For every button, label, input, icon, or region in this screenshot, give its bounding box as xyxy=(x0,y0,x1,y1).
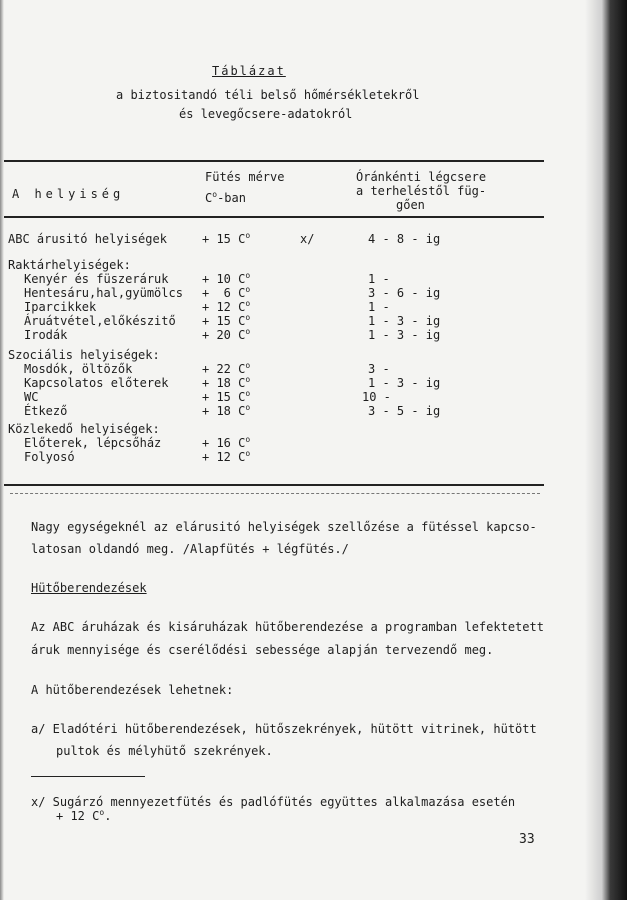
header-heating-line-2: $C^o$-ban xyxy=(205,190,246,205)
row-room: Áruátvétel,előkészitő xyxy=(24,314,176,328)
row-room: Kapcsolatos előterek xyxy=(24,376,169,390)
row-room: Étkező xyxy=(24,404,68,418)
row-temperature: + 15 $C^o$ xyxy=(202,231,251,246)
document-title: Táblázat xyxy=(212,64,286,78)
header-rule xyxy=(4,216,544,218)
row-temperature: + 22 $C^o$ xyxy=(202,361,251,376)
row-room: Iparcikkek xyxy=(24,300,97,314)
subtitle-line-2: és levegőcsere-adatokról xyxy=(179,107,353,121)
row-air-exchange: 1 - 3 - ig xyxy=(368,328,441,342)
para1-line-2: latosan oldandó meg. /Alapfütés + légfütés./ xyxy=(31,542,349,556)
row-air-exchange: 1 - xyxy=(368,272,390,286)
row-room: Irodák xyxy=(24,328,68,342)
table-bottom-rule xyxy=(4,484,544,486)
row-room: Hentesáru,hal,gyümölcs xyxy=(24,286,183,300)
row-room: Szociális helyiségek: xyxy=(8,348,160,362)
para2-line-2: áruk mennyisége és cserélődési sebessége alapján tervezendő meg. xyxy=(31,643,494,657)
row-room: Közlekedő helyiségek: xyxy=(8,422,160,436)
header-air-line-2: a terheléstől füg- xyxy=(356,184,487,198)
row-temperature: + 12 $C^o$ xyxy=(202,299,251,314)
table-top-rule xyxy=(4,160,544,162)
row-temperature: + 18 $C^o$ xyxy=(202,375,251,390)
row-temperature: + 20 $C^o$ xyxy=(202,327,251,342)
row-air-exchange: 10 - xyxy=(362,390,391,404)
row-room: Folyosó xyxy=(24,450,75,464)
heading-cooling: Hütőberendezések xyxy=(31,581,147,595)
row-room: ABC árusitó helyiségek xyxy=(8,232,167,246)
header-heating-line-1: Fütés mérve xyxy=(205,170,285,184)
row-room: Raktárhelyiségek: xyxy=(8,258,131,272)
para3-line: A hütőberendezések lehetnek: xyxy=(31,683,234,697)
row-temperature: + 16 $C^o$ xyxy=(202,435,251,450)
row-air-exchange: 1 - 3 - ig xyxy=(368,314,441,328)
row-air-exchange: 3 - 5 - ig xyxy=(368,404,441,418)
row-temperature: + 15 $C^o$ xyxy=(202,313,251,328)
page-left-shadow xyxy=(0,0,4,900)
row-air-exchange: 1 - 3 - ig xyxy=(368,376,441,390)
header-room: A helyiség xyxy=(12,187,125,201)
page-number: 33 xyxy=(519,832,535,847)
row-temperature: + 6 $C^o$ xyxy=(202,285,251,300)
row-temperature: + 12 $C^o$ xyxy=(202,449,251,464)
item-a-line-2: pultok és mélyhütő szekrények. xyxy=(56,744,273,758)
row-air-exchange: 3 - xyxy=(368,362,390,376)
row-air-exchange: 4 - 8 - ig xyxy=(368,232,441,246)
row-footnote-mark: x/ xyxy=(300,232,315,246)
row-temperature: + 10 $C^o$ xyxy=(202,271,251,286)
row-air-exchange: 3 - 6 - ig xyxy=(368,286,441,300)
footnote-rule xyxy=(31,776,145,777)
row-temperature: + 18 $C^o$ xyxy=(202,403,251,418)
item-a-line-1: a/ Eladótéri hütőberendezések, hütőszekrények, hütött vitrinek, hütött xyxy=(31,722,537,736)
row-room: Mosdók, öltözők xyxy=(24,362,133,376)
footnote-line-1: x/ Sugárzó mennyezetfütés és padlófütés együttes alkalmazása esetén xyxy=(31,795,516,809)
row-temperature: + 15 $C^o$ xyxy=(202,389,251,404)
row-room: Előterek, lépcsőház xyxy=(24,436,162,450)
page-binding-shadow xyxy=(585,0,627,900)
header-air-line-3: gően xyxy=(396,198,425,212)
row-air-exchange: 1 - xyxy=(368,300,390,314)
row-room: Kenyér és füszeráruk xyxy=(24,272,169,286)
footnote-line-2: + 12 $C^o$. xyxy=(56,808,112,823)
table-bottom-dashed-rule xyxy=(10,493,540,494)
subtitle-line-1: a biztositandó téli belső hőmérsékletekről xyxy=(116,88,420,102)
para1-line-1: Nagy egységeknél az elárusitó helyiségek szellőzése a fütéssel kapcso- xyxy=(31,520,537,534)
row-room: WC xyxy=(24,390,39,404)
para2-line-1: Az ABC áruházak és kisáruházak hütőberendezése a programban lefektetett xyxy=(31,620,544,634)
header-air-line-1: Óránkénti légcsere xyxy=(356,170,487,184)
